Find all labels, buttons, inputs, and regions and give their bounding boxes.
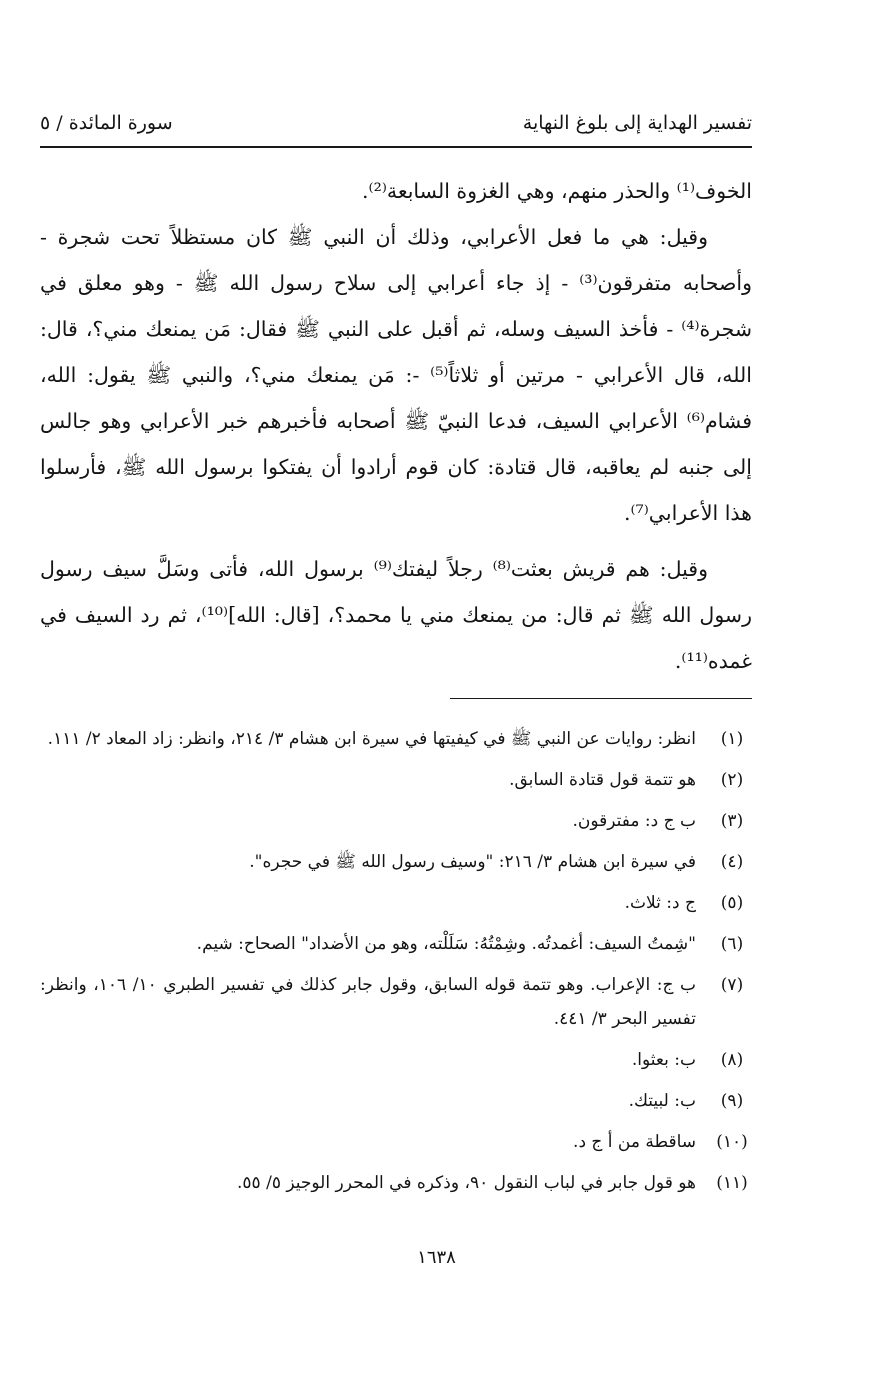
footnote-number: (٦) [720, 934, 744, 954]
footnote-text: ب: لبيتك. [628, 1091, 696, 1111]
footnote-number: (٩) [720, 1091, 744, 1111]
footnote-number: (٥) [720, 893, 744, 913]
paragraph-1: الخوف⁽¹⁾ والحذر منهم، وهي الغزوة السابعة⁽²⁾. [362, 179, 752, 203]
footnote-3 [40, 804, 752, 838]
footnote-11 [40, 1166, 752, 1200]
footnote-number: (٨) [720, 1050, 744, 1070]
footnote-number: (٣) [720, 811, 744, 831]
footnote-number: (٤) [720, 852, 744, 872]
footnote-number: (١١) [716, 1173, 748, 1193]
footnote-text: "شِمتُ السيف: أغمدتُه. وشِمْتُهُ: سَلَلْته، وهو من الأضداد" الصحاح: شيم. [196, 934, 696, 954]
footnote-text: ساقطة من أ ج د. [573, 1132, 696, 1152]
footnote-separator [450, 698, 752, 699]
book-title: تفسير الهداية إلى بلوغ النهاية [522, 112, 752, 134]
footnote-2 [40, 763, 752, 797]
footnote-text: انظر: روايات عن النبي ﷺ في كيفيتها في سيرة ابن هشام ٣/ ٢١٤، وانظر: زاد المعاد ٢/ ١١١. [47, 729, 696, 749]
footnotes-list [40, 722, 752, 1207]
footnote-5 [40, 886, 752, 920]
footnote-text: في سيرة ابن هشام ٣/ ٢١٦: "وسيف رسول الله ﷺ في حجره". [249, 852, 696, 872]
footnote-8 [40, 1043, 752, 1077]
footnote-text: ب ج د: مفترقون. [572, 811, 696, 831]
footnote-number: (١٠) [716, 1132, 748, 1152]
footnote-4 [40, 845, 752, 879]
footnote-number: (٢) [720, 770, 744, 790]
footnote-text: هو تتمة قول قتادة السابق. [509, 770, 696, 790]
surah-reference: سورة المائدة / ٥ [40, 112, 173, 134]
main-text [40, 168, 752, 684]
footnote-10 [40, 1125, 752, 1159]
footnote-text: ب ج: الإعراب. وهو تتمة قوله السابق، وقول جابر كذلك في تفسير الطبري ١٠/ ١٠٦، وانظر: تفسير البحر ٣/ ٤٤١. [40, 975, 696, 1029]
footnote-text: ج د: ثلاث. [624, 893, 696, 913]
footnote-9 [40, 1084, 752, 1118]
header-rule [40, 146, 752, 148]
footnote-7 [40, 968, 752, 1036]
footnote-number: (١) [720, 729, 744, 749]
page-header [40, 108, 752, 142]
footnote-number: (٧) [720, 975, 744, 995]
footnote-text: هو قول جابر في لباب النقول ٩٠، وذكره في المحرر الوجيز ٥/ ٥٥. [237, 1173, 696, 1193]
paragraph-3: وقيل: هم قريش بعثت⁽⁸⁾ رجلاً ليفتك⁽⁹⁾ برسول الله، فأتى وسَلَّ سيف رسول رسول الله ﷺ ثم قال: من يمنعك مني يا محمد؟، [قال: الله]⁽¹⁰⁾، ثم رد السيف في غمده⁽¹¹⁾. [40, 557, 752, 673]
footnote-text: ب: بعثوا. [631, 1050, 696, 1070]
page-number: ١٦٣٨ [417, 1247, 456, 1268]
paragraph-2: وقيل: هي ما فعل الأعرابي، وذلك أن النبي ﷺ كان مستظلاً تحت شجرة - وأصحابه متفرقون⁽³⁾ - إذ جاء أعرابي إلى سلاح رسول الله ﷺ - وهو معلق في شجرة⁽⁴⁾ - فأخذ السيف وسله، ثم أقبل على النبي ﷺ فقال: مَن يمنعك مني؟، قال: الله، قال الأعرابي - مرتين أو ثلاثاً⁽⁵⁾ -: مَن يمنعك مني؟، والنبي ﷺ يقول: الله، فشام⁽⁶⁾ الأعرابي السيف، فدعا النبيّ ﷺ أصحابه فأخبرهم خبر الأعرابي وهو جالس إلى جنبه لم يعاقبه، قال قتادة: كان قوم أرادوا أن يفتكوا برسول الله ﷺ، فأرسلوا هذا الأعرابي⁽⁷⁾. [40, 225, 752, 525]
footnote-1 [40, 722, 752, 756]
footnote-6 [40, 927, 752, 961]
